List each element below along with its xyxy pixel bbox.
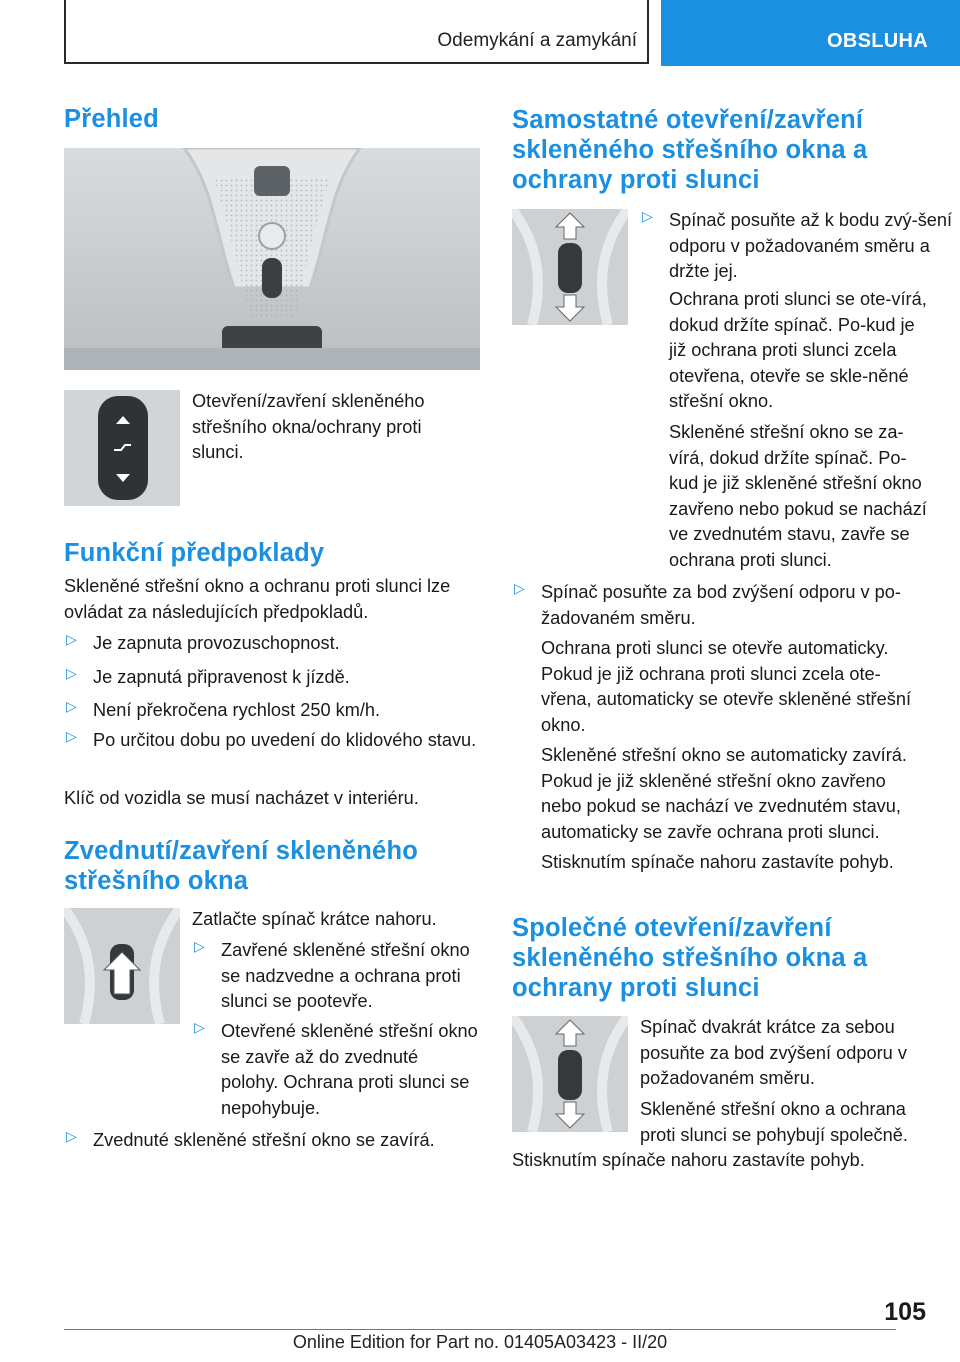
separate-para: Skleněné střešní okno se za-vírá, dokud držíte spínač. Po-kud je již skleněné střešní okno zavřeno nebo pokud se nachází ve zvednutém stavu, zavře se ochrana proti slunci. [669, 422, 927, 570]
page-number: 105 [884, 1298, 926, 1326]
lift-intro: Zatlačte spínač krátce nahoru. [192, 909, 437, 929]
lift-item: ▷ Otevřené skleněné střešní okno se zavře až do zvednuté polohy. Ochrana proti slunci se nepohybuje. [194, 1019, 478, 1118]
footer-divider [64, 1329, 896, 1330]
heading-separate: Samostatné otevření/zavření skleněného střešního okna a ochrany proti slunci [512, 106, 868, 194]
joint-para: Stisknutím spínače nahoru zastavíte pohyb. [512, 1150, 865, 1170]
separate-para: Stisknutím spínače nahoru zastavíte pohyb. [541, 852, 894, 872]
overview-caption: Otevření/zavření skleněného střešního okna/ochrany proti slunci. [192, 391, 425, 462]
prereq-item: ▷ Po určitou dobu po uvedení do klidového stavu. [66, 728, 477, 750]
bullet-triangle-icon: ▷ [66, 1128, 77, 1144]
joint-para: Skleněné střešní okno a ochrana proti slunci se pohybují společně. [640, 1099, 908, 1145]
bullet-triangle-icon: ▷ [642, 208, 653, 224]
bullet-triangle-icon: ▷ [194, 1019, 205, 1035]
prereq-intro: Skleněné střešní okno a ochranu proti slunci lze ovládat za následujících předpokladů. [64, 576, 451, 622]
heading-overview: Přehled [64, 105, 159, 133]
bullet-triangle-icon: ▷ [66, 665, 77, 681]
prereq-outro: Klíč od vozidla se musí nacházet v interiéru. [64, 788, 419, 808]
bullet-triangle-icon: ▷ [66, 631, 77, 647]
switch-slide-photo [512, 209, 628, 325]
heading-prerequisites: Funkční předpoklady [64, 539, 325, 567]
lift-last-item: ▷ Zvednuté skleněné střešní okno se zavírá. [66, 1128, 435, 1150]
separate-para: Ochrana proti slunci se otevře automaticky. Pokud je již ochrana proti slunci zcela ote-vřena, automaticky se otevře skleněné střešní okno. [541, 638, 911, 735]
heading-lift: Zvednutí/zavření skleněného střešního okna [64, 837, 418, 895]
separate-item-2: ▷ Spínač posuňte za bod zvýšení odporu v po-žadovaném směru. [514, 580, 901, 628]
bullet-triangle-icon: ▷ [194, 938, 205, 954]
prereq-item: ▷ Je zapnutá připravenost k jízdě. [66, 665, 350, 687]
chapter-title: Odemykání a zamykání [437, 30, 637, 51]
bullet-triangle-icon: ▷ [514, 580, 525, 596]
bullet-triangle-icon: ▷ [66, 728, 77, 744]
footer-edition: Online Edition for Part no. 01405A03423 - II/20 [292, 1332, 668, 1352]
joint-para: Spínač dvakrát krátce za sebou posuňte za bod zvýšení odporu v požadovaném směru. [640, 1017, 907, 1088]
roof-console-photo [64, 148, 480, 370]
switch-double-photo [512, 1016, 628, 1132]
separate-para: Skleněné střešní okno se automaticky zavírá. Pokud je již skleněné střešní okno zavřeno nebo pokud se nachází ve zvednutém stavu, automaticky se zavře ochrana proti slunci. [541, 745, 907, 842]
section-tab: OBSLUHA [661, 0, 960, 66]
header-box [64, 0, 649, 64]
prereq-item: ▷ Není překročena rychlost 250 km/h. [66, 698, 381, 720]
prereq-item: ▷ Je zapnuta provozuschopnost. [66, 631, 340, 653]
bullet-triangle-icon: ▷ [66, 698, 77, 714]
lift-item: ▷ Zavřené skleněné střešní okno se nadzvedne a ochrana proti slunci se pootevře. [194, 938, 470, 1011]
switch-up-photo [64, 908, 180, 1024]
switch-closeup-photo [64, 390, 180, 506]
heading-joint: Společné otevření/zavření skleněného střešního okna a ochrany proti slunci [512, 914, 868, 1002]
separate-item-1: ▷ Spínač posuňte až k bodu zvý-šení odporu v požadovaném směru a držte jej. [642, 208, 953, 281]
separate-para: Ochrana proti slunci se ote-vírá, dokud držíte spínač. Po-kud je již ochrana proti slunci zcela otevřena, otevře se skle-něné střešní okno. [669, 289, 927, 411]
